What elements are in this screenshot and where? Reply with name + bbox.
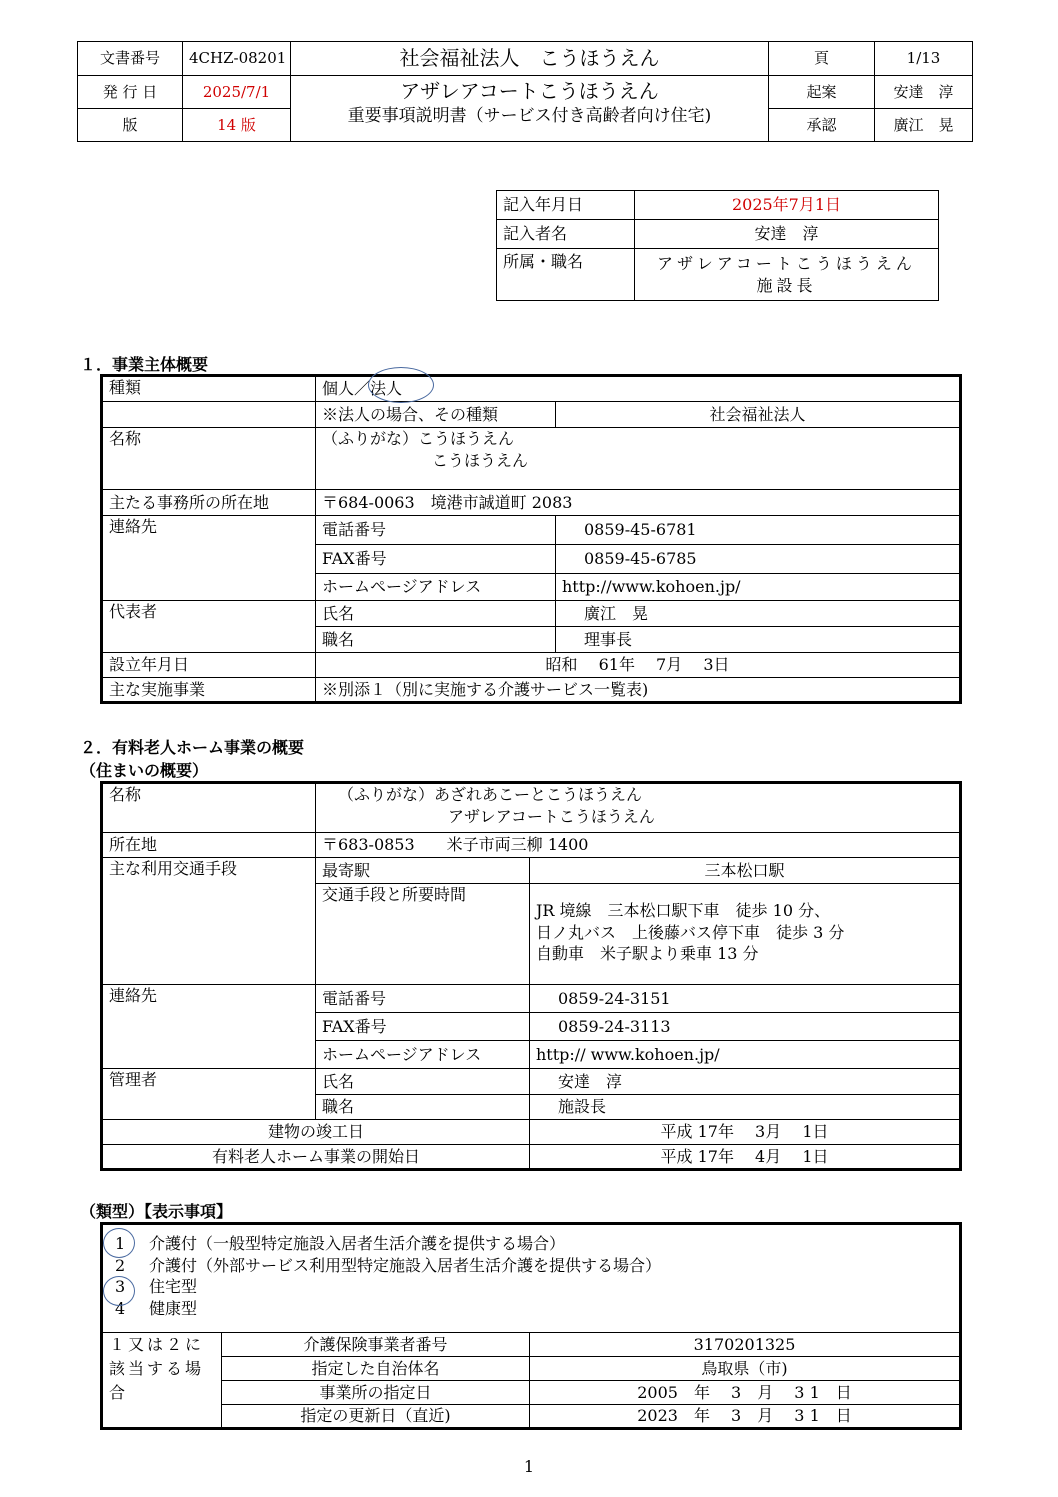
s1-tel-label: 電話番号 bbox=[316, 516, 556, 545]
page-value: 1/13 bbox=[875, 42, 973, 76]
doc-number-label: 文書番号 bbox=[78, 42, 183, 76]
s3-opt2-text: 介護付（外部サービス利用型特定施設入居者生活介護を提供する場合） bbox=[149, 1255, 662, 1275]
s3-insurer-label: 介護保険事業者番号 bbox=[222, 1333, 530, 1357]
s2-start-label: 有料老人ホーム事業の開始日 bbox=[102, 1145, 530, 1170]
s2-station-value: 三本松口駅 bbox=[530, 858, 961, 884]
s1-fax-label: FAX番号 bbox=[316, 545, 556, 574]
s1-type-value: 個人／法人 bbox=[316, 376, 961, 402]
s1-corp-type-value: 社会福祉法人 bbox=[556, 402, 961, 428]
s3-opt3 bbox=[115, 1276, 953, 1298]
entry-person: 安達 淳 bbox=[635, 220, 939, 249]
s1-founded-value: 昭和 61年 7月 3日 bbox=[316, 653, 961, 678]
s3-options bbox=[102, 1224, 961, 1333]
s2-access-line2: 日ノ丸バス 上後藤バス停下車 徒歩 3 分 bbox=[536, 922, 845, 942]
s1-founded-label: 設立年月日 bbox=[102, 653, 316, 678]
entry-dept-line2: 施設長 bbox=[756, 275, 817, 295]
s2-tel-label: 電話番号 bbox=[316, 985, 530, 1013]
s1-hp-label: ホームページアドレス bbox=[316, 574, 556, 601]
s3-applies-label: １又は２に該当する場合 bbox=[102, 1333, 222, 1429]
s2-transport-label: 主な利用交通手段 bbox=[102, 858, 316, 985]
s2-hp-value: http:// www.kohoen.jp/ bbox=[530, 1041, 961, 1069]
header-table bbox=[77, 41, 973, 142]
s2-manager-name-value: 安達 淳 bbox=[530, 1069, 961, 1095]
issue-date-label: 発 行 日 bbox=[78, 76, 183, 109]
section2-title: ２．有料老人ホーム事業の概要 bbox=[80, 738, 305, 757]
entry-date-label: 記入年月日 bbox=[497, 191, 635, 220]
s3-insurer-value: 3170201325 bbox=[530, 1333, 961, 1357]
s3-opt1-num: 1 bbox=[115, 1234, 126, 1253]
s1-business-label: 主な実施事業 bbox=[102, 678, 316, 703]
s1-name-kana: （ふりがな）こうほうえん bbox=[322, 429, 515, 448]
s2-name-kana: （ふりがな）あざれあこーとこうほうえん bbox=[338, 785, 643, 804]
s2-hp-label: ホームページアドレス bbox=[316, 1041, 530, 1069]
version: 14 版 bbox=[183, 109, 291, 142]
s1-rep-label: 代表者 bbox=[102, 601, 316, 653]
title-cell bbox=[291, 76, 769, 142]
org-name: 社会福祉法人 こうほうえん bbox=[291, 42, 769, 76]
s1-office-label: 主たる事務所の所在地 bbox=[102, 490, 316, 516]
s1-business-value: ※別添１（別に実施する介護サービス一覧表) bbox=[316, 678, 961, 703]
s2-manager-label: 管理者 bbox=[102, 1069, 316, 1120]
s1-rep-title-value: 理事長 bbox=[556, 627, 961, 653]
s3-opt2-num: 2 bbox=[115, 1255, 126, 1275]
doc-number: 4CHZ-08201 bbox=[183, 42, 291, 76]
s2-access-line1: JR 境線 三本松口駅下車 徒歩 10 分、 bbox=[536, 901, 831, 920]
option3-circle bbox=[103, 1276, 135, 1306]
s2-access-cell bbox=[530, 884, 961, 985]
page-number: 1 bbox=[523, 1457, 535, 1476]
s3-renewal-value: 2023 年 3 月 3 1 日 bbox=[530, 1405, 961, 1429]
section2-subtitle: （住まいの概要） bbox=[80, 761, 209, 780]
s1-corp-type-label: ※法人の場合、その種類 bbox=[316, 402, 556, 428]
s2-completion-label: 建物の竣工日 bbox=[102, 1120, 530, 1145]
draft-label: 起案 bbox=[769, 76, 875, 109]
option1-circle bbox=[103, 1228, 135, 1258]
entry-person-label: 記入者名 bbox=[497, 220, 635, 249]
s1-rep-name-value: 廣江 晃 bbox=[556, 601, 961, 627]
s3-opt4 bbox=[115, 1298, 953, 1320]
doc-title: 重要事項説明書（サービス付き高齢者向け住宅) bbox=[347, 106, 712, 126]
s2-tel-value: 0859-24-3151 bbox=[530, 985, 961, 1013]
issue-date: 2025/7/1 bbox=[183, 76, 291, 109]
draft-name: 安達 淳 bbox=[875, 76, 973, 109]
facility-name: アザレアコートこうほうえん bbox=[400, 79, 659, 103]
s3-opt4-text: 健康型 bbox=[149, 1298, 198, 1318]
s1-name-label: 名称 bbox=[102, 428, 316, 490]
s2-address-label: 所在地 bbox=[102, 833, 316, 858]
s2-contact-label: 連絡先 bbox=[102, 985, 316, 1069]
s1-rep-title-label: 職名 bbox=[316, 627, 556, 653]
s2-completion-value: 平成 17年 3月 1日 bbox=[530, 1120, 961, 1145]
section1-title: １．事業主体概要 bbox=[80, 355, 209, 374]
s2-fax-label: FAX番号 bbox=[316, 1013, 530, 1041]
section2-table bbox=[100, 781, 962, 1171]
s2-name-value: アザレアコートこうほうえん bbox=[448, 806, 655, 826]
s3-opt2 bbox=[115, 1255, 953, 1277]
s3-opt3-text: 住宅型 bbox=[149, 1277, 198, 1297]
s1-type-label: 種類 bbox=[102, 376, 316, 402]
s2-access-line3: 自動車 米子駅より乗車 13 分 bbox=[536, 944, 759, 964]
s2-fax-value: 0859-24-3113 bbox=[530, 1013, 961, 1041]
s1-rep-name-label: 氏名 bbox=[316, 601, 556, 627]
s3-municipality-label: 指定した自治体名 bbox=[222, 1357, 530, 1381]
s2-station-label: 最寄駅 bbox=[316, 858, 530, 884]
s2-manager-title-label: 職名 bbox=[316, 1095, 530, 1120]
s3-opt1 bbox=[115, 1233, 953, 1255]
s3-opt4-num: 4 bbox=[115, 1298, 126, 1318]
s3-opt3-num: 3 bbox=[115, 1277, 126, 1297]
section3-table bbox=[100, 1222, 962, 1430]
page-label: 頁 bbox=[769, 42, 875, 76]
approve-name: 廣江 晃 bbox=[875, 109, 973, 142]
section3-title: （類型）【表示事項】 bbox=[80, 1202, 233, 1221]
s2-name-cell bbox=[316, 783, 961, 833]
entry-table bbox=[496, 190, 939, 301]
s2-name-label: 名称 bbox=[102, 783, 316, 833]
s1-fax-value: 0859-45-6785 bbox=[556, 545, 961, 574]
s1-hp-value: http://www.kohoen.jp/ bbox=[556, 574, 961, 601]
s1-name-value: こうほうえん bbox=[432, 450, 529, 470]
entry-dept-label: 所属・職名 bbox=[497, 249, 635, 301]
s3-designation-value: 2005 年 3 月 3 1 日 bbox=[530, 1381, 961, 1405]
s2-address-value: 〒683-0853 米子市両三柳 1400 bbox=[316, 833, 961, 858]
entry-dept bbox=[635, 249, 939, 301]
section1-table bbox=[100, 374, 962, 704]
s3-designation-label: 事業所の指定日 bbox=[222, 1381, 530, 1405]
selected-circle bbox=[368, 367, 434, 403]
s1-contact-label: 連絡先 bbox=[102, 516, 316, 601]
version-label: 版 bbox=[78, 109, 183, 142]
s2-manager-name-label: 氏名 bbox=[316, 1069, 530, 1095]
s1-office-value: 〒684-0063 境港市誠道町 2083 bbox=[316, 490, 961, 516]
approve-label: 承認 bbox=[769, 109, 875, 142]
s1-name-cell bbox=[316, 428, 961, 490]
entry-dept-line1: アザレアコートこうほうえん bbox=[657, 253, 916, 273]
entry-date: 2025年7月1日 bbox=[635, 191, 939, 220]
s2-access-label: 交通手段と所要時間 bbox=[316, 884, 530, 985]
s1-tel-value: 0859-45-6781 bbox=[556, 516, 961, 545]
s3-municipality-value: 鳥取県（市) bbox=[530, 1357, 961, 1381]
s3-opt1-text: 介護付（一般型特定施設入居者生活介護を提供する場合） bbox=[149, 1234, 566, 1253]
s2-start-value: 平成 17年 4月 1日 bbox=[530, 1145, 961, 1170]
s3-renewal-label: 指定の更新日（直近) bbox=[222, 1405, 530, 1429]
s2-manager-title-value: 施設長 bbox=[530, 1095, 961, 1120]
